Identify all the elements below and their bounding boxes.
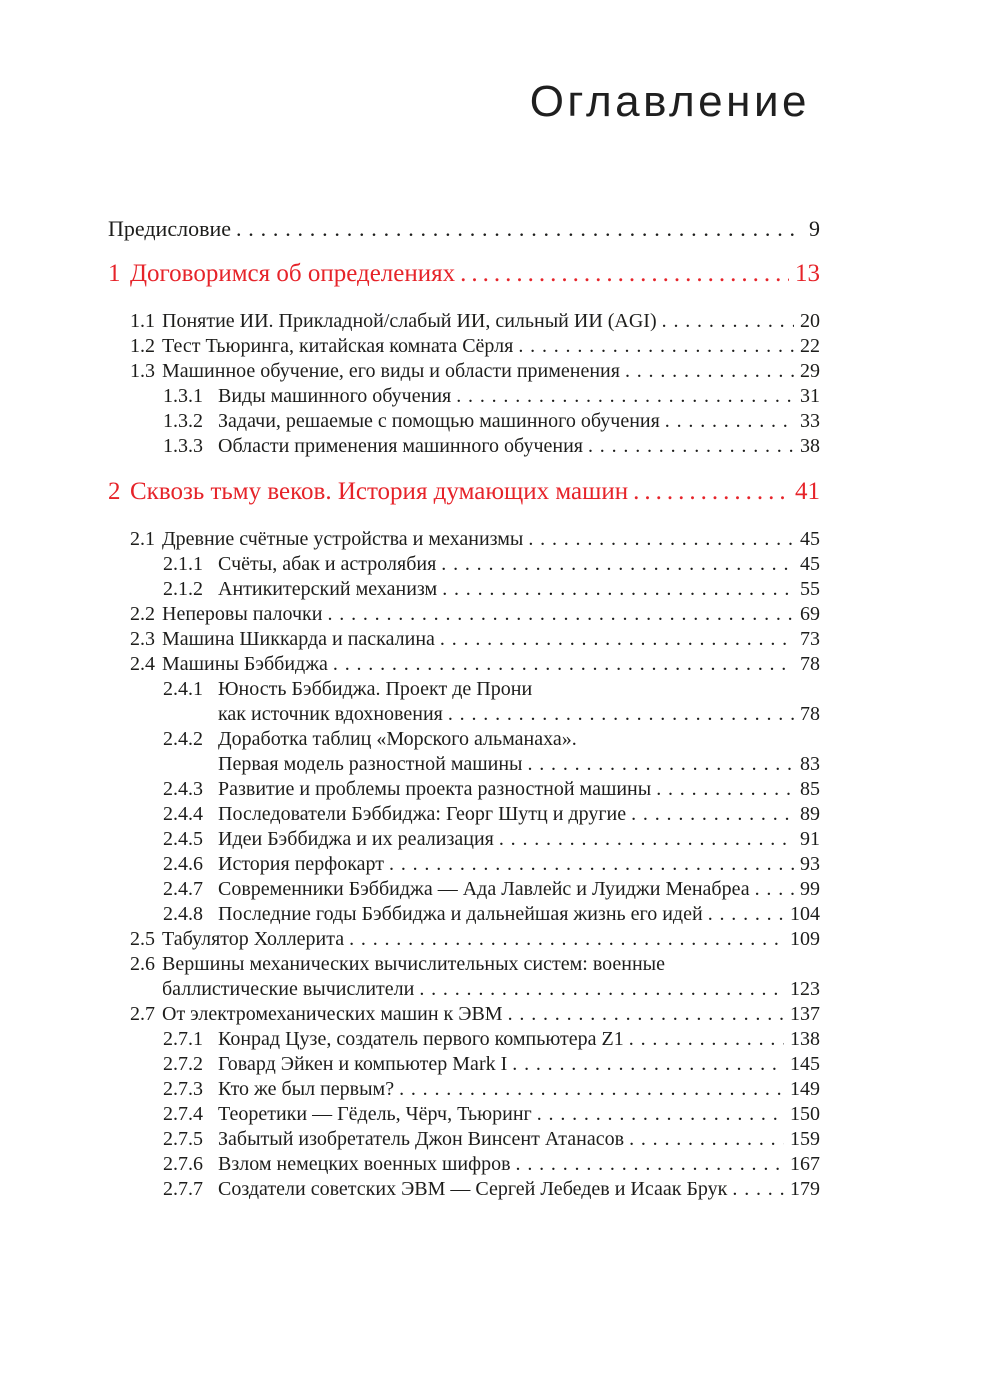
entry-number: 2.5 (130, 928, 155, 950)
toc-entry-1.3.2[interactable] (108, 409, 820, 434)
dot-leader (443, 702, 794, 727)
dot-leader (394, 1077, 784, 1102)
entry-title-continuation: Первая модель разностной машины (218, 753, 523, 775)
dot-leader (657, 309, 794, 334)
entry-title: Вершины механических вычислительных систем: военные (162, 953, 665, 975)
entry-number: 2.6 (130, 953, 155, 975)
toc-entry-2.1.1[interactable] (108, 552, 820, 577)
dot-leader (455, 259, 789, 289)
entry-title: Древние счётные устройства и механизмы (162, 528, 524, 550)
entry-title: Последние годы Бэббиджа и дальнейшая жизнь его идей (218, 903, 703, 925)
dot-leader (328, 652, 794, 677)
dot-leader (451, 384, 794, 409)
toc-entry-2.1.2[interactable] (108, 577, 820, 602)
toc-entry-2.5[interactable] (108, 927, 820, 952)
entry-number: 1.2 (130, 335, 155, 357)
toc-entry-preface[interactable] (108, 216, 820, 241)
entry-number: 2.7.5 (163, 1128, 203, 1150)
page-number: 83 (800, 753, 820, 775)
page-number: 20 (800, 310, 820, 332)
page-number: 149 (790, 1078, 820, 1100)
toc-entry-2.7.4[interactable] (108, 1102, 820, 1127)
entry-number: 2.1.1 (163, 553, 203, 575)
page-number: 45 (800, 553, 820, 575)
dot-leader (624, 1127, 784, 1152)
page-number: 104 (790, 903, 820, 925)
page-number: 9 (809, 216, 820, 241)
chapter-title: Договоримся об определениях (130, 260, 456, 287)
entry-number: 1.3.1 (163, 385, 203, 407)
entry-title: История перфокарт (218, 853, 385, 875)
page-number: 93 (800, 853, 820, 875)
entry-title: Кто же был первым? (218, 1078, 395, 1100)
dot-leader (750, 877, 794, 902)
page-number: 137 (790, 1003, 820, 1025)
entry-title: Говард Эйкен и компьютер Mark I (218, 1053, 508, 1075)
toc-entry-2.4.4[interactable] (108, 802, 820, 827)
dot-leader (322, 602, 794, 627)
dot-leader (384, 852, 794, 877)
page-number: 38 (800, 435, 820, 457)
toc-entry-2.6[interactable] (108, 952, 820, 977)
entry-number: 2.7.6 (163, 1153, 203, 1175)
entry-number: 2.4.3 (163, 778, 203, 800)
toc-entry-2.4.8[interactable] (108, 902, 820, 927)
toc-entry-2.4.5[interactable] (108, 827, 820, 852)
entry-number: 2.7.1 (163, 1028, 203, 1050)
page-number: 29 (800, 360, 820, 382)
dot-leader (628, 477, 789, 507)
dot-leader (651, 777, 794, 802)
entry-number: 1.3.2 (163, 410, 203, 432)
entry-number: 2.7.4 (163, 1103, 203, 1125)
page-number: 89 (800, 803, 820, 825)
page-number: 85 (800, 778, 820, 800)
toc-entry-2.1[interactable] (108, 527, 820, 552)
entry-title: Взлом немецких военных шифров (218, 1153, 511, 1175)
toc-entry-1.3.1[interactable] (108, 384, 820, 409)
entry-number: 2.7 (130, 1003, 155, 1025)
dot-leader (624, 1027, 784, 1052)
entry-number: 2.7.7 (163, 1178, 203, 1200)
entry-title: Понятие ИИ. Прикладной/слабый ИИ, сильный ИИ (AGI) (162, 310, 657, 332)
toc-entry-1.1[interactable] (108, 309, 820, 334)
dot-leader (494, 827, 794, 852)
toc-entry-2.4[interactable] (108, 652, 820, 677)
entry-title: Неперовы палочки (162, 603, 323, 625)
page-number: 150 (790, 1103, 820, 1125)
toc-entry-2.4.2[interactable] (108, 727, 820, 752)
entry-title: Конрад Цузе, создатель первого компьютера Z1 (218, 1028, 624, 1050)
dot-leader (437, 577, 794, 602)
page-number: 78 (800, 703, 820, 725)
chapter-2-entries (108, 527, 820, 1202)
dot-leader (435, 627, 794, 652)
entry-title-continuation: как источник вдохновения (218, 703, 443, 725)
toc-entry-2.2[interactable] (108, 602, 820, 627)
dot-leader (513, 334, 794, 359)
page-number: 31 (800, 385, 820, 407)
page-number: 78 (800, 653, 820, 675)
toc-entry-1.3.3[interactable] (108, 434, 820, 459)
dot-leader (727, 1177, 784, 1202)
toc-entry-2.6-continuation[interactable] (108, 977, 820, 1002)
toc-page (0, 78, 1000, 1202)
entry-title: Юность Бэббиджа. Проект де Прони (218, 678, 533, 700)
entry-title: Тест Тьюринга, китайская комната Сёрля (162, 335, 514, 357)
dot-leader (344, 927, 784, 952)
chapter-number: 1 (108, 260, 121, 287)
entry-number: 2.1.2 (163, 578, 203, 600)
page-number: 179 (790, 1178, 820, 1200)
dot-leader (414, 977, 784, 1002)
dot-leader (231, 216, 803, 241)
entry-number: 2.4.4 (163, 803, 203, 825)
toc-entry-2.7.1[interactable] (108, 1027, 820, 1052)
entry-title: Виды машинного обучения (218, 385, 452, 407)
dot-leader (511, 1152, 784, 1177)
entry-title: Доработка таблиц «Морского альманаха». (218, 728, 577, 750)
page-number: 123 (790, 978, 820, 1000)
page-number: 13 (795, 260, 820, 287)
toc-entry-2.4.2-continuation[interactable] (108, 752, 820, 777)
toc-chapter-2[interactable] (108, 477, 820, 507)
page-number: 145 (790, 1053, 820, 1075)
page-number: 159 (790, 1128, 820, 1150)
toc-entry-2.7.7[interactable] (108, 1177, 820, 1202)
entry-title: От электромеханических машин к ЭВМ (162, 1003, 503, 1025)
toc-entry-2.7.3[interactable] (108, 1077, 820, 1102)
entry-number: 2.4.2 (163, 728, 203, 750)
page-number: 33 (800, 410, 820, 432)
entry-number: 2.1 (130, 528, 155, 550)
entry-title: Машинное обучение, его виды и области применения (162, 360, 620, 382)
entry-title: Области применения машинного обучения (218, 435, 583, 457)
toc-entry-2.4.1-continuation[interactable] (108, 702, 820, 727)
dot-leader (583, 434, 794, 459)
entry-number: 2.4.7 (163, 878, 203, 900)
entry-title: Современники Бэббиджа — Ада Лавлейс и Луиджи Менабреа (218, 878, 750, 900)
dot-leader (532, 1102, 784, 1127)
entry-title: Машины Бэббиджа (162, 653, 328, 675)
page-number: 22 (800, 335, 820, 357)
page-number: 138 (790, 1028, 820, 1050)
entry-number: 2.3 (130, 628, 155, 650)
entry-number: 2.4.5 (163, 828, 203, 850)
dot-leader (522, 752, 794, 777)
entry-title-continuation: баллистические вычислители (162, 978, 415, 1000)
page-number: 99 (800, 878, 820, 900)
dot-leader (620, 359, 794, 384)
entry-number: 2.4 (130, 653, 155, 675)
entry-title: Идеи Бэббиджа и их реализация (218, 828, 494, 850)
page-number: 55 (800, 578, 820, 600)
page-number: 167 (790, 1153, 820, 1175)
entry-number: 2.7.3 (163, 1078, 203, 1100)
entry-title: Предисловие (108, 216, 231, 241)
entry-number: 2.4.1 (163, 678, 203, 700)
entry-title: Последователи Бэббиджа: Георг Шутц и другие (218, 803, 627, 825)
toc-entry-2.7.5[interactable] (108, 1127, 820, 1152)
toc-entry-2.7.6[interactable] (108, 1152, 820, 1177)
page-number: 73 (800, 628, 820, 650)
toc-entry-1.3[interactable] (108, 359, 820, 384)
entry-title: Создатели советских ЭВМ — Сергей Лебедев и Исаак Брук (218, 1178, 728, 1200)
chapter-1-entries (108, 309, 820, 459)
chapter-number: 2 (108, 478, 121, 505)
entry-title: Машина Шиккарда и паскалина (162, 628, 435, 650)
entry-number: 1.3.3 (163, 435, 203, 457)
chapter-title: Сквозь тьму веков. История думающих машин (130, 478, 629, 505)
page-number: 69 (800, 603, 820, 625)
page-title: Оглавление (529, 77, 810, 126)
dot-leader (626, 802, 794, 827)
entry-number: 2.7.2 (163, 1053, 203, 1075)
page-number: 109 (790, 928, 820, 950)
entry-title: Табулятор Холлерита (162, 928, 345, 950)
dot-leader (503, 1002, 784, 1027)
dot-leader (660, 409, 794, 434)
entry-title: Развитие и проблемы проекта разностной машины (218, 778, 652, 800)
dot-leader (507, 1052, 784, 1077)
toc-entry-2.7[interactable] (108, 1002, 820, 1027)
toc-entry-2.4.3[interactable] (108, 777, 820, 802)
toc-entry-2.4.1[interactable] (108, 677, 820, 702)
entry-number: 2.4.8 (163, 903, 203, 925)
entry-number: 2.4.6 (163, 853, 203, 875)
toc-chapter-1[interactable] (108, 259, 820, 289)
dot-leader (523, 527, 794, 552)
entry-title: Задачи, решаемые с помощью машинного обучения (218, 410, 660, 432)
toc-entry-2.3[interactable] (108, 627, 820, 652)
page-number: 45 (800, 528, 820, 550)
toc-entry-1.2[interactable] (108, 334, 820, 359)
page-number: 41 (795, 478, 820, 505)
entry-number: 1.3 (130, 360, 155, 382)
entry-title: Забытый изобретатель Джон Винсент Атанасов (218, 1128, 625, 1150)
entry-title: Счёты, абак и астролябия (218, 553, 437, 575)
page-number: 91 (800, 828, 820, 850)
dot-leader (703, 902, 784, 927)
entry-title: Антикитерский механизм (218, 578, 438, 600)
dot-leader (436, 552, 794, 577)
entry-number: 2.2 (130, 603, 155, 625)
chapters (108, 259, 820, 1202)
toc-entry-2.7.2[interactable] (108, 1052, 820, 1077)
entry-title: Теоретики — Гёдель, Чёрч, Тьюринг (218, 1103, 532, 1125)
entry-number: 1.1 (130, 310, 155, 332)
toc-entry-2.4.6[interactable] (108, 852, 820, 877)
toc-entry-2.4.7[interactable] (108, 877, 820, 902)
